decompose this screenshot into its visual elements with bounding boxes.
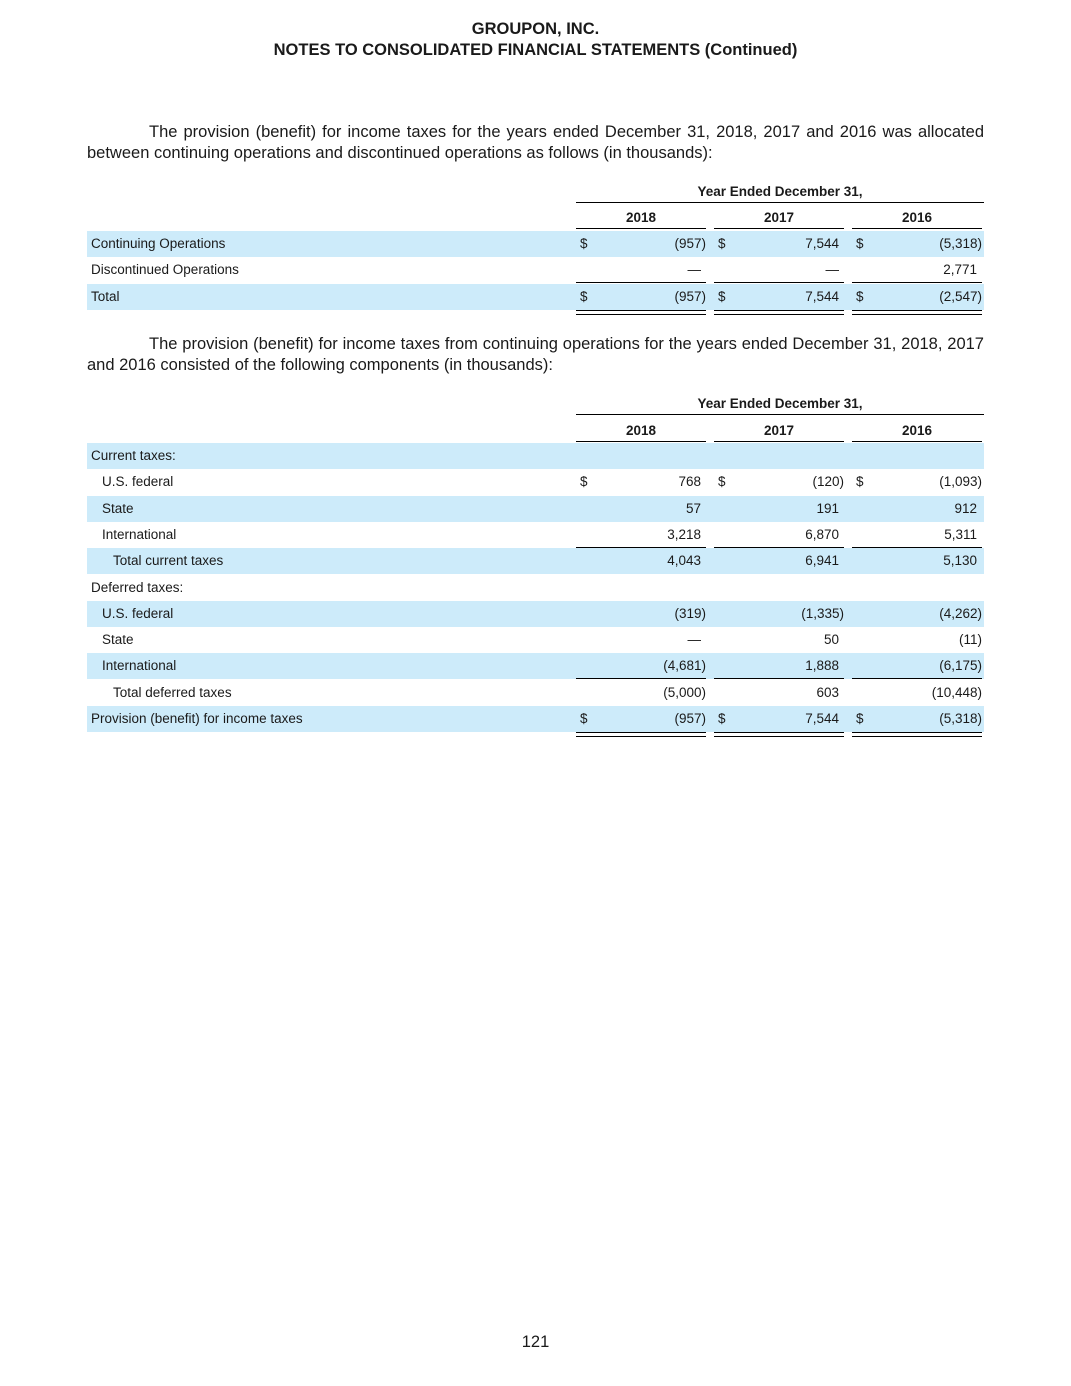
row-label: International [102, 526, 177, 542]
value-text: (2,547) [939, 288, 982, 304]
currency-symbol: $ [718, 711, 726, 726]
value-text: 5,311 [944, 526, 977, 542]
year-header-2017: 2017 [763, 423, 795, 438]
value-text: (957) [674, 236, 706, 251]
currency-symbol: $ [580, 474, 588, 490]
double-underline [714, 732, 844, 737]
value-text: (5,318) [939, 236, 982, 251]
value-text: 50 [823, 632, 839, 648]
column-rule [714, 228, 844, 229]
period-header: Year Ended December 31, [697, 396, 863, 411]
value-text: (1,093) [939, 474, 982, 490]
row-label: U.S. federal [102, 474, 174, 490]
row-label: Current taxes: [91, 448, 176, 463]
currency-symbol: $ [718, 474, 726, 490]
value-text: (957) [674, 711, 706, 726]
section1-intro-text: The provision (benefit) for income taxes for the years ended December 31, 2018, 2017 and 2016 was allocated between continuing operations and discontinued operations as follows (in thousands): [87, 123, 984, 162]
double-underline [852, 310, 982, 315]
currency-symbol: $ [856, 236, 864, 251]
section1-intro [87, 122, 984, 164]
year-header-2017: 2017 [763, 210, 795, 225]
currency-symbol: $ [580, 236, 588, 251]
section2-intro [87, 334, 984, 376]
value-text: — [687, 262, 701, 278]
value-text: 7,544 [805, 236, 839, 251]
year-header-2016: 2016 [901, 210, 933, 225]
double-underline [714, 310, 844, 315]
table-row [87, 680, 984, 706]
row-label: U.S. federal [102, 605, 174, 621]
value-text: 4,043 [667, 553, 701, 569]
row-label: Discontinued Operations [91, 262, 239, 278]
page-header [0, 19, 1071, 61]
table-row [87, 257, 984, 283]
company-name: GROUPON, INC. [471, 20, 600, 38]
value-text: 1,888 [805, 658, 839, 674]
currency-symbol: $ [856, 288, 864, 304]
currency-symbol: $ [856, 711, 864, 726]
value-text: 3,218 [667, 526, 701, 542]
value-text: 2,771 [943, 262, 977, 278]
table-row [87, 496, 984, 522]
row-label: Provision (benefit) for income taxes [91, 711, 303, 726]
year-header-2018: 2018 [625, 210, 657, 225]
value-text: (319) [674, 605, 706, 621]
column-rule [714, 441, 844, 442]
column-rule [576, 441, 706, 442]
currency-symbol: $ [580, 288, 588, 304]
year-header-2018: 2018 [625, 423, 657, 438]
value-text: 5,130 [943, 553, 977, 569]
value-text: (1,335) [801, 605, 844, 621]
row-label: Deferred taxes: [91, 579, 184, 595]
table-row [87, 548, 984, 574]
currency-symbol: $ [718, 288, 726, 304]
table-row [87, 469, 984, 495]
row-label: State [102, 632, 134, 648]
value-text: (6,175) [939, 658, 982, 674]
value-text: (4,681) [663, 658, 706, 674]
section2-intro-text: The provision (benefit) for income taxes from continuing operations for the years ended December 31, 2018, 2017 and 2016 consisted of the following components (in thousands): [87, 335, 984, 374]
table-row [87, 231, 984, 257]
currency-symbol: $ [856, 474, 864, 490]
row-label: Total current taxes [113, 553, 224, 569]
period-header-rule [576, 414, 984, 415]
value-text: 7,544 [805, 711, 839, 726]
value-text: (120) [812, 474, 844, 490]
double-underline [576, 310, 706, 315]
value-text: 191 [816, 500, 839, 516]
value-text: 57 [685, 500, 701, 516]
value-text: 768 [678, 474, 701, 490]
table-row [87, 522, 984, 548]
double-underline [852, 732, 982, 737]
table-row [87, 443, 984, 469]
table-row [87, 706, 984, 732]
period-header: Year Ended December 31, [697, 184, 863, 199]
column-rule [852, 228, 982, 229]
page-number: 121 [521, 1333, 550, 1351]
row-label: State [102, 500, 134, 516]
row-label: Continuing Operations [91, 236, 226, 251]
row-label: International [102, 658, 177, 674]
value-text: 7,544 [805, 288, 839, 304]
value-text: 603 [816, 684, 839, 700]
value-text: — [825, 262, 839, 278]
value-text: (957) [674, 288, 706, 304]
double-underline [576, 732, 706, 737]
value-text: (4,262) [939, 605, 982, 621]
value-text: 6,941 [805, 553, 839, 569]
table-row [87, 627, 984, 653]
year-header-2016: 2016 [901, 423, 933, 438]
table-row [87, 284, 984, 310]
value-text: (5,318) [939, 711, 982, 726]
value-text: 912 [954, 500, 977, 516]
value-text: 6,870 [805, 526, 839, 542]
row-label: Total deferred taxes [113, 684, 232, 700]
currency-symbol: $ [580, 711, 588, 726]
page-subtitle: NOTES TO CONSOLIDATED FINANCIAL STATEMENTS (Continued) [273, 41, 798, 59]
table-row [87, 575, 984, 601]
value-text: (5,000) [663, 684, 706, 700]
currency-symbol: $ [718, 236, 726, 251]
value-text: — [687, 632, 701, 648]
period-header-rule [576, 202, 984, 203]
value-text: (10,448) [931, 684, 982, 700]
table-row [87, 653, 984, 679]
column-rule [852, 441, 982, 442]
column-rule [576, 228, 706, 229]
table-row [87, 601, 984, 627]
value-text: (11) [958, 632, 982, 648]
row-label: Total [91, 288, 120, 304]
